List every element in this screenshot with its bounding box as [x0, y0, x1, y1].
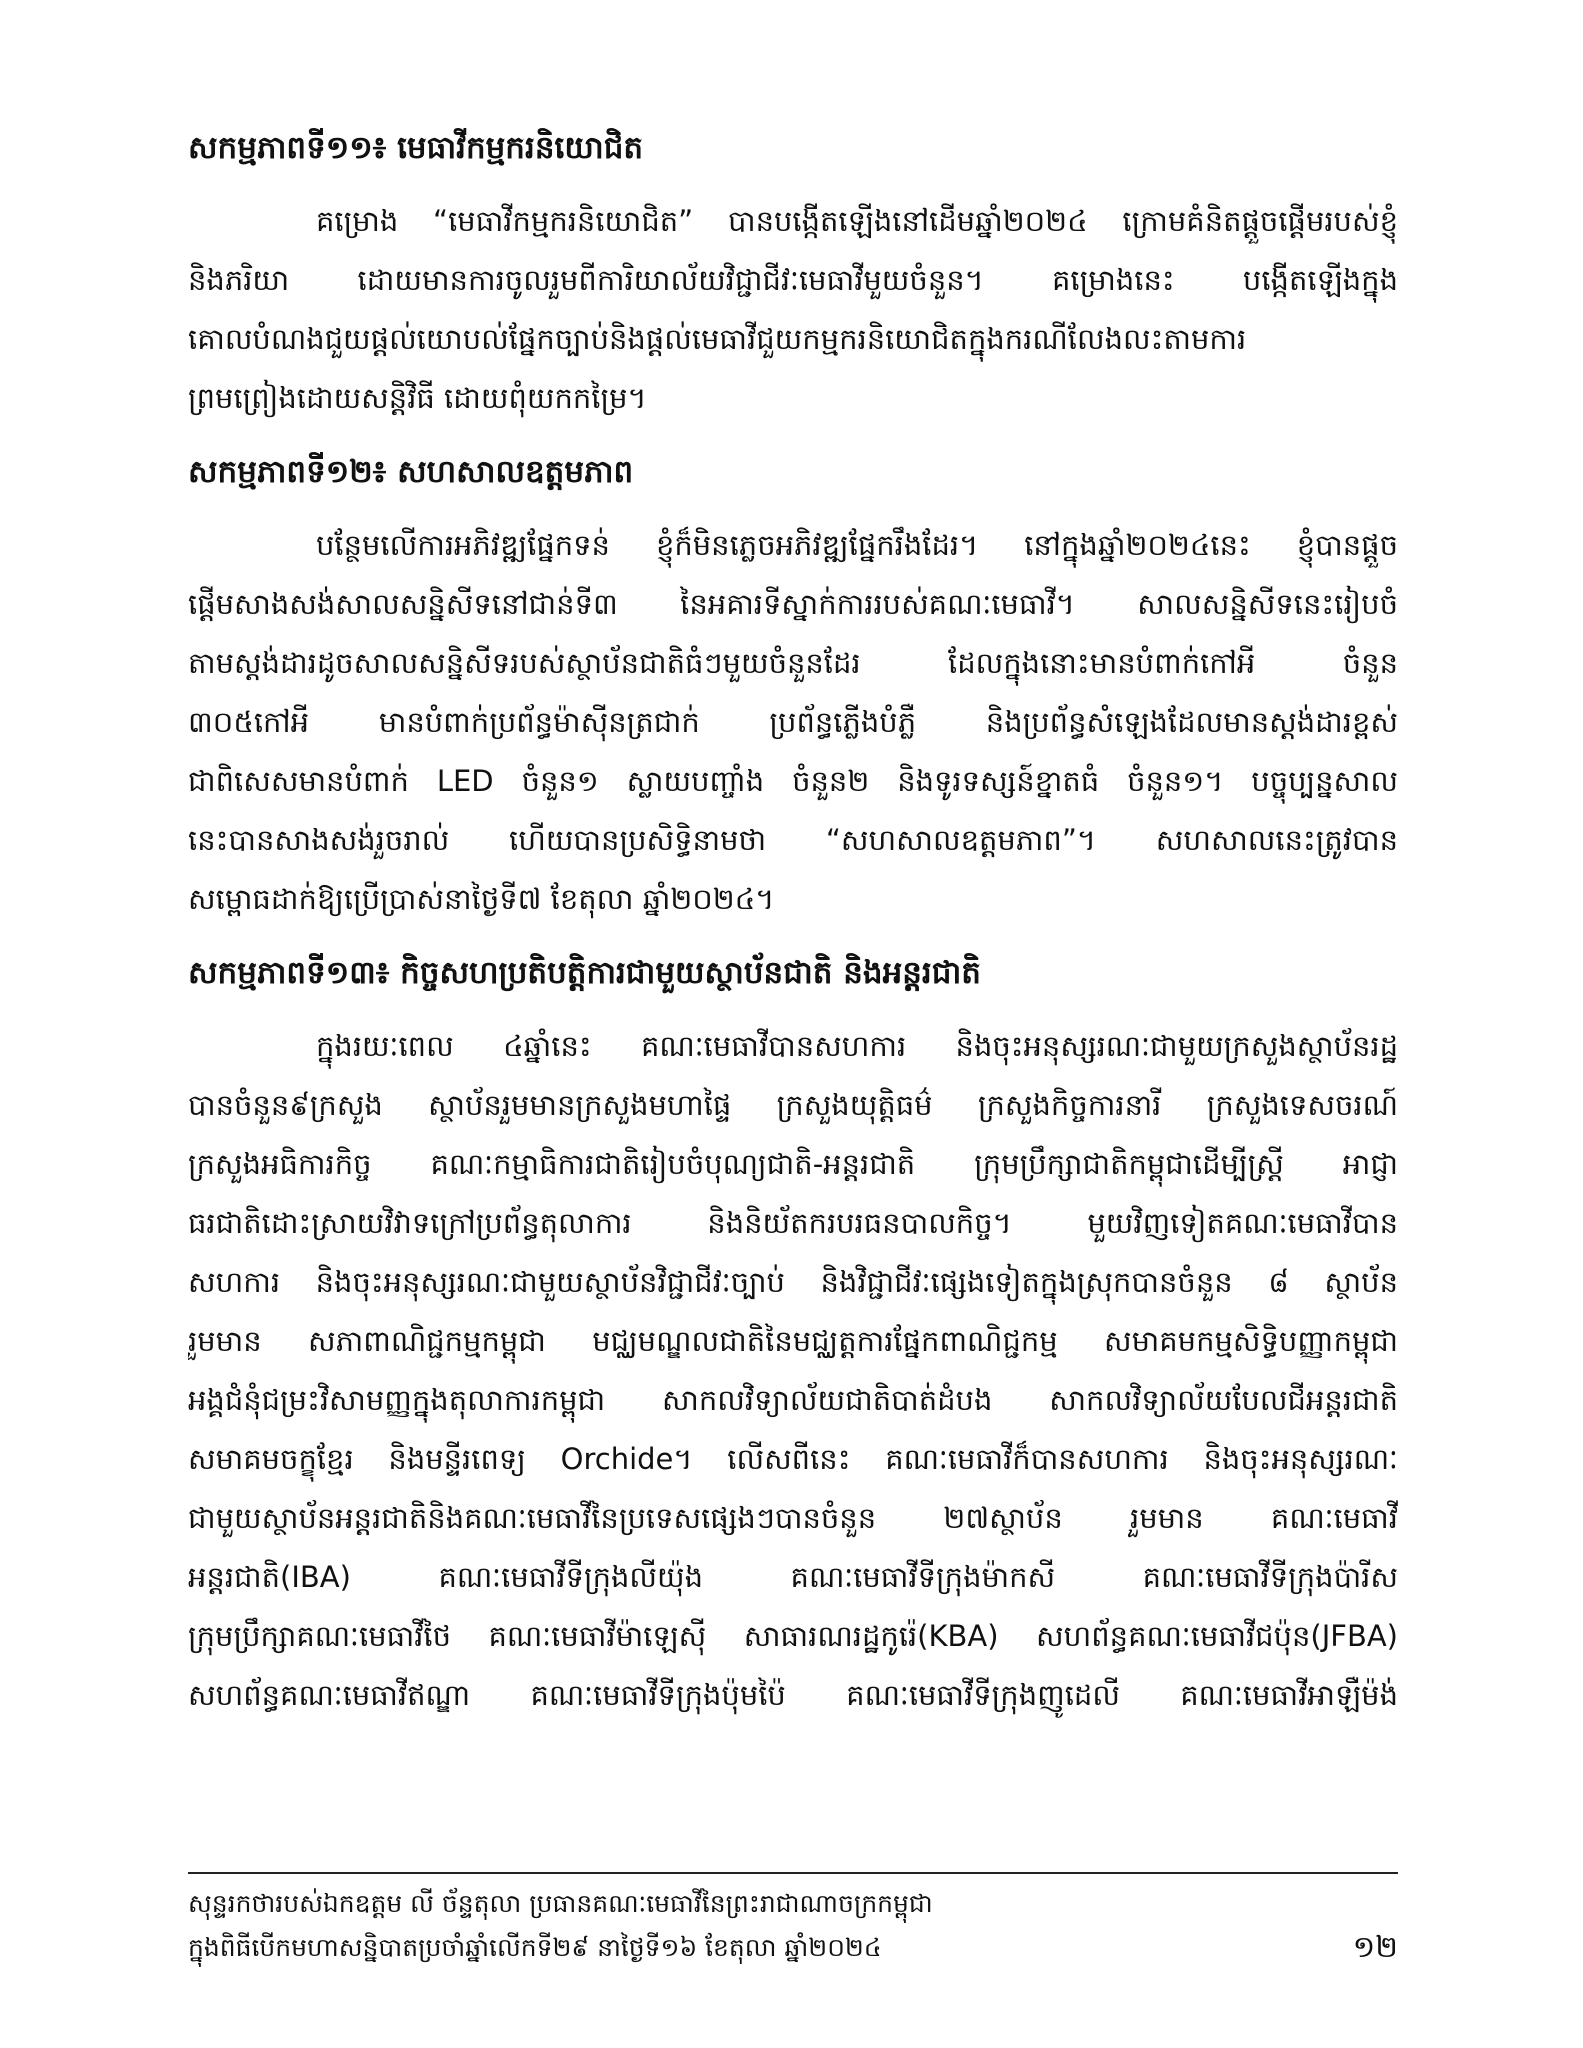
paragraph-line: អង្គជំនុំជម្រះវិសាមញ្ញក្នុងតុលាការកម្ពុជា សាកលវិទ្យាល័យជាតិបាត់ដំបង សាកលវិទ្យាល័យបែលជីអន្តរជាតិ: [188, 1383, 1398, 1417]
paragraph-line: គោលបំណងជួយផ្តល់យោបល់ផ្នែកច្បាប់និងផ្តល់មេធាវីជួយកម្មករនិយោជិតក្នុងករណីលែងលះតាមការ: [188, 322, 1247, 356]
paragraph-line: បន្ថែមលើការអភិវឌ្ឍផ្នែកទន់ ខ្ញុំក៏មិនភ្លេចអភិវឌ្ឍផ្នែករឹងដែរ។ នៅក្នុងឆ្នាំ២០២៤នេះ ខ្ញុំបានផ្តួច: [316, 528, 1398, 562]
paragraph-line: សហការ និងចុះអនុស្សរណៈជាមួយស្ថាប័នវិជ្ជាជីវៈច្បាប់ និងវិជ្ជាជីវៈផ្សេងទៀតក្នុងស្រុកបានចំនួន ៨ ស្ថាប័ន: [188, 1265, 1398, 1299]
section-activity-12: [188, 446, 1398, 929]
section-heading: សកម្មភាពទី១២៖ សហសាលឧត្តមភាព: [188, 454, 634, 490]
paragraph: [188, 1017, 1398, 1725]
paragraph-line: អន្តរជាតិ(IBA) គណៈមេធាវីទីក្រុងលីយ៉ុង គណៈមេធាវីទីក្រុងម៉ាកសី គណៈមេធាវីទីក្រុងប៉ារីស: [188, 1560, 1398, 1594]
paragraph-line: ផ្តើមសាងសង់សាលសន្និសីទនៅជាន់ទី៣ នៃអគារទីស្នាក់ការរបស់គណៈមេធាវី។ សាលសន្និសីទនេះរៀបចំ: [188, 587, 1398, 621]
paragraph-line: ជាពិសេសមានបំពាក់ LED ចំនួន១ ស្លាយបញ្ចាំង ចំនួន២ និងទូរទស្សន៍ខ្នាតធំ ចំនួន១។ បច្ចុប្បន្នសាល: [188, 764, 1398, 798]
paragraph-line: សម្ពោធដាក់ឱ្យប្រើប្រាស់នាថ្ងៃទី៧ ខែតុលា ឆ្នាំ២០២៤។: [188, 882, 775, 916]
paragraph-line: និងភរិយា ដោយមានការចូលរួមពីការិយាល័យវិជ្ជាជីវៈមេធាវីមួយចំនួន។ គម្រោងនេះ បង្កើតឡើងក្នុង: [188, 263, 1398, 297]
footer-event-line: ក្នុងពិធីបើកមហាសន្និបាតប្រចាំឆ្នាំលើកទី២៩ នាថ្ងៃទី១៦ ខែតុលា ឆ្នាំ២០២៤: [188, 1933, 882, 1962]
page-footer: [188, 1882, 1398, 1970]
paragraph-line: ធរជាតិដោះស្រាយវិវាទក្រៅប្រព័ន្ធតុលាការ និងនិយ័តករបរធនបាលកិច្ច។ មួយវិញទៀតគណៈមេធាវីបាន: [188, 1206, 1398, 1240]
paragraph-line: គម្រោង “មេធាវីកម្មករនិយោជិត” បានបង្កើតឡើងនៅដើមឆ្នាំ២០២៤ ក្រោមគំនិតផ្តួចផ្តើមរបស់ខ្ញុំ: [316, 204, 1398, 238]
paragraph-line: តាមស្តង់ដារដូចសាលសន្និសីទរបស់ស្ថាប័នជាតិធំៗមួយចំនួនដែរ ដែលក្នុងនោះមានបំពាក់កៅអី ចំនួន: [188, 646, 1398, 680]
paragraph-line: រួមមាន សភាពាណិជ្ជកម្មកម្ពុជា មជ្ឈមណ្ឌលជាតិនៃមជ្ឈត្តការផ្នែកពាណិជ្ជកម្ម សមាគមកម្មសិទ្ធិបញ្ញាកម្ពុជា: [188, 1324, 1398, 1358]
paragraph-line: ក្រុមប្រឹក្សាគណៈមេធាវីថៃ គណៈមេធាវីម៉ាឡេស៊ី សាធារណរដ្ឋកូរ៉េ(KBA) សហព័ន្ធគណៈមេធាវីជប៉ុន(JFBA): [188, 1619, 1398, 1653]
section-activity-11: [188, 122, 1398, 428]
section-activity-13: [188, 947, 1398, 1725]
paragraph-line: សមាគមចក្ខុខ្មែរ និងមន្ទីរពេទ្យ Orchide។ លើសពីនេះ គណៈមេធាវីក៏បានសហការ និងចុះអនុស្សរណៈ: [188, 1442, 1398, 1476]
paragraph-line: ព្រមព្រៀងដោយសន្តិវិធី ដោយពុំយកកម្រៃ។: [188, 381, 647, 415]
paragraph-line: ជាមួយស្ថាប័នអន្តរជាតិនិងគណៈមេធាវីនៃប្រទេសផ្សេងៗបានចំនួន ២៧ស្ថាប័ន រួមមាន គណៈមេធាវី: [188, 1501, 1398, 1535]
paragraph-line: ក្នុងរយៈពេល ៤ឆ្នាំនេះ គណៈមេធាវីបានសហការ និងចុះអនុស្សរណៈជាមួយក្រសួងស្ថាប័នរដ្ឋ: [316, 1029, 1398, 1063]
section-heading: សកម្មភាពទី១៣៖ កិច្ចសហប្រតិបត្តិការជាមួយស្ថាប័នជាតិ និងអន្តរជាតិ: [188, 955, 981, 991]
paragraph: [188, 192, 1398, 428]
page-content: [188, 122, 1398, 1743]
paragraph-line: សហព័ន្ធគណៈមេធាវីឥណ្ឌា គណៈមេធាវីទីក្រុងប៉ុមប៉ៃ គណៈមេធាវីទីក្រុងញូដេលី គណៈមេធាវីអាឡឺម៉ង់: [188, 1678, 1398, 1712]
paragraph-line: នេះបានសាងសង់រួចរាល់ ហើយបានប្រសិទ្ធិនាមថា “សហសាលឧត្តមភាព”។ សហសាលនេះត្រូវបាន: [188, 823, 1398, 857]
paragraph-line: ៣០៥កៅអី មានបំពាក់ប្រព័ន្ធម៉ាស៊ីនត្រជាក់ ប្រព័ន្ធភ្លើងបំភ្លឺ និងប្រព័ន្ធសំឡេងដែលមានស្តង់ដារខ្ពស់: [188, 705, 1398, 739]
footer-speech-title: សុន្ទរកថារបស់ឯកឧត្តម លី ច័ន្ទតុលា ប្រធានគណៈមេធាវីនៃព្រះរាជាណាចក្រកម្ពុជា: [188, 1889, 933, 1918]
paragraph: [188, 516, 1398, 929]
paragraph-line: បានចំនួន៩ក្រសួង ស្ថាប័នរួមមានក្រសួងមហាផ្ទៃ ក្រសួងយុត្តិធម៌ ក្រសួងកិច្ចការនារី ក្រសួងទេសចរណ៍: [188, 1088, 1398, 1122]
page-number: ១២: [1352, 1930, 1398, 1965]
paragraph-line: ក្រសួងអធិការកិច្ច គណៈកម្មាធិការជាតិរៀបចំបុណ្យជាតិ-អន្តរជាតិ ក្រុមប្រឹក្សាជាតិកម្ពុជាដើម្បីស្ត្រី អាជ្ញា: [188, 1147, 1398, 1181]
footer-divider: [188, 1872, 1398, 1874]
section-heading: សកម្មភាពទី១១៖ មេធាវីកម្មករនិយោជិត: [188, 130, 644, 166]
